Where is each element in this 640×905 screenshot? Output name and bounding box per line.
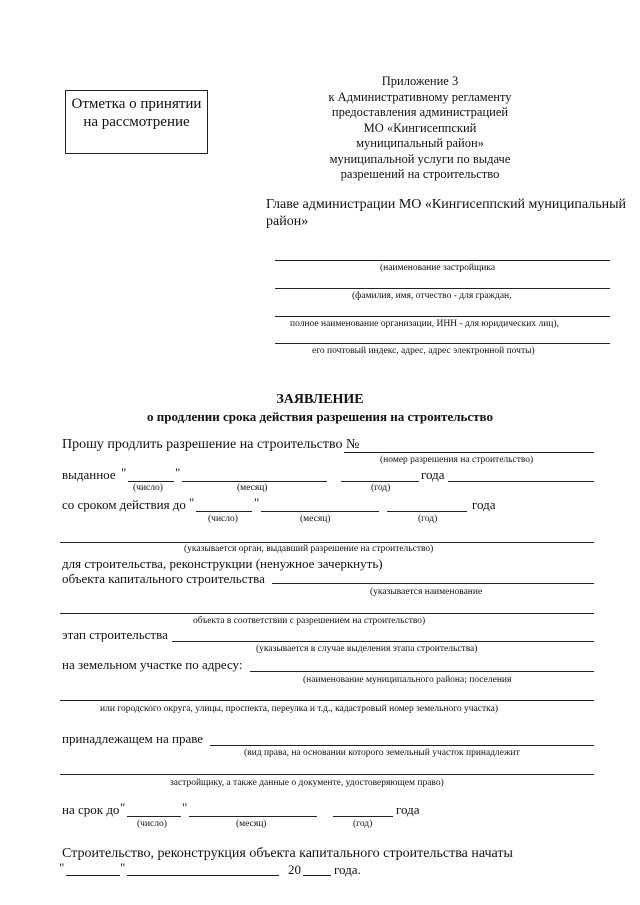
quote-close: " bbox=[254, 495, 260, 510]
page-title: ЗАЯВЛЕНИЕ bbox=[276, 392, 364, 407]
land-address-field-2[interactable] bbox=[60, 700, 594, 701]
issuer-hint: (указывается орган, выдавший разрешение на строительство) bbox=[184, 544, 434, 554]
started-label: Строительство, реконструкция объекта капитального строительства начаты bbox=[62, 846, 513, 861]
validity-year-word: года bbox=[472, 497, 496, 512]
right-field[interactable] bbox=[210, 745, 594, 746]
appendix-line: разрешений на строительство bbox=[340, 167, 500, 181]
appendix-line: предоставления администрацией bbox=[331, 105, 509, 119]
addressee-line-1: Главе администрации МО «Кингисеппский муниципальный bbox=[266, 197, 626, 212]
acceptance-stamp-text: Отметка о принятии на рассмотрение bbox=[71, 96, 202, 130]
page-subtitle: о продлении срока действия разрешения на строительство bbox=[147, 409, 493, 424]
validity-year-hint: (год) bbox=[418, 514, 438, 524]
term-day-hint: (число) bbox=[137, 819, 167, 829]
applicant-hint-1: (наименование застройщика bbox=[380, 263, 496, 273]
term-year-word: года bbox=[396, 802, 420, 817]
appendix-line: МО «Кингисеппский муниципальный район» bbox=[356, 120, 484, 150]
started-day-field[interactable] bbox=[66, 875, 120, 876]
right-hint-2: застройщику, а также данные о документе, удостоверяющем право) bbox=[170, 778, 444, 788]
right-hint-1: (вид права, на основании которого земельный участок принадлежит bbox=[244, 748, 520, 758]
issued-year-word: года bbox=[421, 467, 445, 482]
started-year-prefix: 20 bbox=[288, 862, 301, 877]
term-year-field[interactable] bbox=[333, 816, 393, 817]
applicant-address-field[interactable] bbox=[275, 343, 610, 344]
validity-year-field[interactable] bbox=[387, 511, 467, 512]
applicant-hint-2: (фамилия, имя, отчество - для граждан, bbox=[352, 291, 512, 301]
applicant-hint-3: полное наименование организации, ИНН - для юридических лиц), bbox=[290, 319, 559, 329]
started-month-field[interactable] bbox=[127, 875, 279, 876]
land-address-field[interactable] bbox=[250, 671, 594, 672]
validity-month-field[interactable] bbox=[261, 511, 379, 512]
issued-year-field[interactable] bbox=[341, 481, 419, 482]
issued-year-hint: (год) bbox=[371, 483, 391, 493]
stage-label: этап строительства bbox=[62, 627, 168, 642]
applicant-org-field[interactable] bbox=[275, 316, 610, 317]
quote-open: " bbox=[120, 800, 126, 815]
issued-month-field[interactable] bbox=[182, 481, 327, 482]
quote-close: " bbox=[182, 800, 188, 815]
issued-month-hint: (месяц) bbox=[237, 483, 268, 493]
quote-close: " bbox=[120, 860, 126, 875]
applicant-fio-field[interactable] bbox=[275, 288, 610, 289]
appendix-line: к Административному регламенту bbox=[328, 89, 512, 104]
issuer-field[interactable] bbox=[60, 542, 594, 543]
term-label: на срок до bbox=[62, 802, 120, 817]
object-label: объекта капитального строительства bbox=[62, 571, 265, 586]
address-hint-2: или городского округа, улицы, проспекта, переулка и т.д., кадастровый номер земельного участка) bbox=[100, 704, 498, 714]
term-month-hint: (месяц) bbox=[236, 819, 267, 829]
validity-day-field[interactable] bbox=[196, 511, 252, 512]
right-label: принадлежащем на праве bbox=[62, 731, 204, 746]
issued-extra-field[interactable] bbox=[448, 481, 594, 482]
address-hint-1: (наименование муниципального района; поселения bbox=[303, 675, 512, 685]
request-label: Прошу продлить разрешение на строительство № bbox=[62, 437, 360, 452]
validity-month-hint: (месяц) bbox=[300, 514, 331, 524]
applicant-name-field[interactable] bbox=[275, 260, 610, 261]
stage-field[interactable] bbox=[172, 641, 594, 642]
object-name-field-2[interactable] bbox=[60, 613, 594, 614]
applicant-hint-4: его почтовый индекс, адрес, адрес электронной почты) bbox=[312, 346, 535, 356]
validity-label: со сроком действия до bbox=[62, 497, 186, 512]
quote-open: " bbox=[59, 860, 65, 875]
object-hint-1: (указывается наименование bbox=[370, 587, 483, 597]
permit-number-hint: (номер разрешения на строительство) bbox=[380, 455, 534, 465]
issued-day-hint: (число) bbox=[133, 483, 163, 493]
quote-close: " bbox=[175, 465, 181, 480]
stage-hint: (указывается в случае выделения этапа строительства) bbox=[256, 644, 478, 654]
object-name-field[interactable] bbox=[272, 583, 594, 584]
issued-day-field[interactable] bbox=[128, 481, 174, 482]
started-year-suffix: года. bbox=[334, 862, 361, 877]
issued-label: выданное bbox=[62, 467, 116, 482]
construction-for-label: для строительства, реконструкции (ненужное зачеркнуть) bbox=[62, 556, 383, 571]
permit-number-field[interactable] bbox=[344, 452, 594, 453]
land-address-label: на земельном участке по адресу: bbox=[62, 657, 243, 672]
right-field-2[interactable] bbox=[60, 774, 594, 775]
object-hint-2: объекта в соответствии с разрешением на строительство) bbox=[193, 616, 426, 626]
quote-open: " bbox=[121, 465, 127, 480]
appendix-line: Приложение 3 bbox=[381, 74, 459, 88]
appendix-line: муниципальной услуги по выдаче bbox=[329, 151, 511, 166]
started-year-field[interactable] bbox=[303, 875, 331, 876]
appendix-block bbox=[320, 74, 520, 183]
validity-day-hint: (число) bbox=[208, 514, 238, 524]
acceptance-stamp-box bbox=[65, 90, 208, 154]
quote-open: " bbox=[189, 495, 195, 510]
addressee-line-2: район» bbox=[266, 214, 309, 229]
term-day-field[interactable] bbox=[127, 816, 181, 817]
term-month-field[interactable] bbox=[189, 816, 317, 817]
term-year-hint: (год) bbox=[353, 819, 373, 829]
